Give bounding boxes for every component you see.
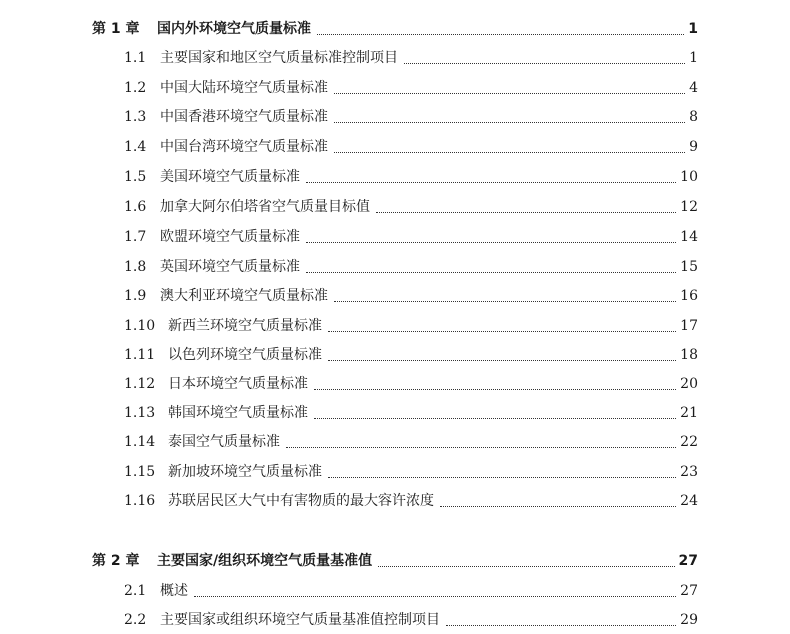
chapter-title: 主要国家/组织环境空气质量基准值: [157, 553, 373, 569]
section-title: 中国大陆环境空气质量标准: [160, 80, 328, 96]
section-title: 苏联居民区大气中有害物质的最大容许浓度: [168, 493, 434, 509]
page-number: 18: [680, 347, 698, 363]
page-number: 29: [680, 612, 698, 628]
toc-chapter-2[interactable]: [0, 550, 790, 572]
dot-leader: [306, 256, 676, 273]
page-number: 20: [680, 376, 698, 392]
dot-leader: [440, 490, 676, 507]
section-title: 概述: [160, 583, 188, 599]
section-title: 澳大利亚环境空气质量标准: [160, 288, 328, 304]
dot-leader: [306, 166, 676, 183]
page-number: 22: [680, 434, 698, 450]
section-title: 韩国环境空气质量标准: [168, 405, 308, 421]
page-number: 23: [680, 464, 698, 480]
dot-leader: [314, 402, 676, 419]
dot-leader: [334, 77, 685, 94]
dot-leader: [306, 226, 676, 243]
chapter-number: 第 2 章: [92, 553, 140, 569]
toc-entry[interactable]: [0, 77, 790, 99]
page-number: 8: [689, 109, 698, 125]
toc-entry[interactable]: [0, 226, 790, 248]
toc-entry[interactable]: [0, 490, 790, 512]
page-number: 1: [688, 21, 698, 37]
section-number: 1.5: [124, 169, 147, 185]
page-number: 4: [689, 80, 698, 96]
section-number: 1.10: [124, 318, 156, 334]
section-title: 英国环境空气质量标准: [160, 259, 300, 275]
section-number: 1.15: [124, 464, 156, 480]
section-title: 日本环境空气质量标准: [168, 376, 308, 392]
dot-leader: [334, 136, 685, 153]
toc-entry[interactable]: [0, 106, 790, 128]
toc-entry[interactable]: [0, 609, 790, 631]
chapter-title: 国内外环境空气质量标准: [157, 21, 311, 37]
page-number: 21: [680, 405, 698, 421]
section-title: 美国环境空气质量标准: [160, 169, 300, 185]
section-title: 主要国家或组织环境空气质量基准值控制项目: [160, 612, 440, 628]
section-number: 1.16: [124, 493, 156, 509]
toc-entry[interactable]: [0, 136, 790, 158]
chapter-number: 第 1 章: [92, 21, 140, 37]
dot-leader: [334, 106, 685, 123]
section-number: 1.9: [124, 288, 147, 304]
dot-leader: [334, 285, 676, 302]
section-title: 以色列环境空气质量标准: [168, 347, 322, 363]
toc-entry[interactable]: [0, 166, 790, 188]
page-number: 12: [680, 199, 698, 215]
toc-entry[interactable]: [0, 196, 790, 218]
section-number: 1.2: [124, 80, 147, 96]
toc-entry[interactable]: [0, 373, 790, 395]
toc-chapter-1[interactable]: [0, 18, 790, 40]
section-number: 2.2: [124, 612, 147, 628]
toc-entry[interactable]: [0, 47, 790, 69]
toc-entry[interactable]: [0, 402, 790, 424]
dot-leader: [446, 609, 676, 626]
section-title: 新加坡环境空气质量标准: [168, 464, 322, 480]
section-title: 主要国家和地区空气质量标准控制项目: [160, 50, 398, 66]
section-number: 1.6: [124, 199, 147, 215]
page-number: 9: [689, 139, 698, 155]
section-title: 中国台湾环境空气质量标准: [160, 139, 328, 155]
page-number: 14: [680, 229, 698, 245]
page-number: 24: [680, 493, 698, 509]
section-number: 2.1: [124, 583, 147, 599]
toc-entry[interactable]: [0, 431, 790, 453]
dot-leader: [194, 580, 676, 597]
page-number: 27: [678, 553, 698, 569]
toc-entry[interactable]: [0, 315, 790, 337]
page-number: 15: [680, 259, 698, 275]
toc-entry[interactable]: [0, 285, 790, 307]
section-title: 新西兰环境空气质量标准: [168, 318, 322, 334]
page-number: 16: [680, 288, 698, 304]
toc-entry[interactable]: [0, 461, 790, 483]
section-number: 1.11: [124, 347, 156, 363]
dot-leader: [314, 373, 676, 390]
section-number: 1.8: [124, 259, 147, 275]
dot-leader: [378, 550, 675, 567]
toc-entry[interactable]: [0, 580, 790, 602]
section-number: 1.7: [124, 229, 147, 245]
section-number: 1.13: [124, 405, 156, 421]
section-title: 欧盟环境空气质量标准: [160, 229, 300, 245]
toc-entry[interactable]: [0, 256, 790, 278]
dot-leader: [328, 344, 676, 361]
section-title: 中国香港环境空气质量标准: [160, 109, 328, 125]
page-number: 27: [680, 583, 698, 599]
toc-entry[interactable]: [0, 344, 790, 366]
section-title: 泰国空气质量标准: [168, 434, 280, 450]
section-number: 1.3: [124, 109, 147, 125]
section-title: 加拿大阿尔伯塔省空气质量目标值: [160, 199, 370, 215]
section-number: 1.1: [124, 50, 147, 66]
dot-leader: [404, 47, 685, 64]
dot-leader: [328, 461, 676, 478]
section-number: 1.4: [124, 139, 147, 155]
dot-leader: [317, 18, 684, 35]
page-number: 10: [680, 169, 698, 185]
section-number: 1.12: [124, 376, 156, 392]
page-number: 17: [680, 318, 698, 334]
dot-leader: [286, 431, 676, 448]
dot-leader: [328, 315, 676, 332]
page-number: 1: [689, 50, 698, 66]
section-number: 1.14: [124, 434, 156, 450]
dot-leader: [376, 196, 676, 213]
